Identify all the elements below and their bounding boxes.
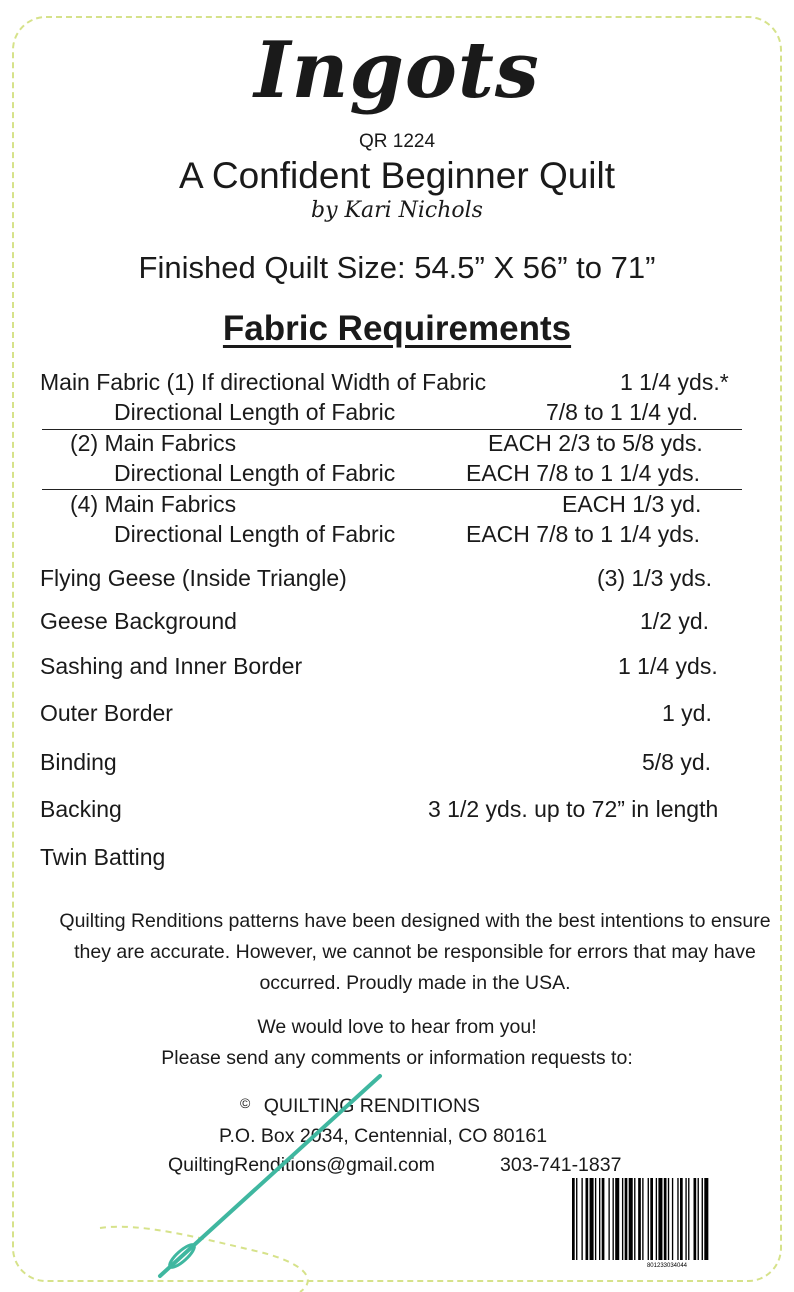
req-amount: 7/8 to 1 1/4 yd. — [546, 399, 699, 425]
req-label: Flying Geese (Inside Triangle) — [40, 565, 347, 591]
barcode-bar — [586, 1178, 589, 1260]
req-amount: EACH 7/8 to 1 1/4 yds. — [466, 460, 700, 486]
company-name: QUILTING RENDITIONS — [263, 1095, 481, 1117]
email-address[interactable]: QuiltingRenditions@gmail.com — [168, 1154, 435, 1176]
req-label: Sashing and Inner Border — [40, 653, 303, 679]
barcode-number: 801233034044 — [646, 1263, 688, 1268]
barcode-bar — [677, 1178, 678, 1260]
barcode-bar — [672, 1178, 673, 1260]
barcode-bar — [595, 1178, 596, 1260]
req-label: Backing — [40, 796, 122, 822]
barcode-bar — [625, 1178, 628, 1260]
barcode-bar — [658, 1178, 662, 1260]
barcode-bar — [613, 1178, 614, 1260]
req-label: (2) Main Fabrics — [70, 430, 237, 456]
barcode-bar — [704, 1178, 708, 1260]
barcode-bar — [599, 1178, 600, 1260]
req-amount: EACH 7/8 to 1 1/4 yds. — [466, 521, 700, 547]
req-label: (4) Main Fabrics — [70, 491, 237, 517]
pattern-subtitle: A Confident Beginner Quilt — [178, 155, 616, 196]
barcode-bar — [638, 1178, 641, 1260]
barcode-bar — [680, 1178, 683, 1260]
finished-size: Finished Quilt Size: 54.5” X 56” to 71” — [138, 250, 656, 285]
barcode — [568, 1176, 766, 1268]
req-label: Geese Background — [40, 608, 237, 634]
barcode-bar — [581, 1178, 582, 1260]
barcode-bar — [664, 1178, 667, 1260]
barcode-bar — [629, 1178, 633, 1260]
req-label: Outer Border — [40, 700, 173, 726]
req-amount: EACH 1/3 yd. — [562, 491, 702, 517]
req-label: Twin Batting — [40, 844, 166, 870]
barcode-bar — [694, 1178, 697, 1260]
disclaimer-text: Quilting Renditions patterns have been designed with the best intentions to ensure they are accurate. However, we cannot be responsible for errors that may have occurred. Proudly made in the USA. — [59, 910, 771, 994]
barcode-bar — [634, 1178, 635, 1260]
barcode-bar — [688, 1178, 689, 1260]
contact-invite: We would love to hear from you! — [257, 1016, 537, 1038]
barcode-bar — [650, 1178, 653, 1260]
copyright-icon: © — [240, 1095, 251, 1111]
barcode-bar — [622, 1178, 623, 1260]
barcode-bar — [648, 1178, 649, 1260]
req-label: Directional Length of Fabric — [114, 460, 396, 486]
author-signature: by Kari Nichols — [311, 198, 483, 223]
barcode-bar — [608, 1178, 609, 1260]
barcode-bar — [656, 1178, 657, 1260]
barcode-bar — [576, 1178, 577, 1260]
barcode-bar — [642, 1178, 643, 1260]
req-label: Binding — [40, 749, 117, 775]
req-amount: EACH 2/3 to 5/8 yds. — [488, 430, 703, 456]
barcode-bar — [702, 1178, 703, 1260]
req-amount: 1 yd. — [662, 700, 712, 726]
barcode-bar — [668, 1178, 669, 1260]
req-label: Directional Length of Fabric — [114, 521, 396, 547]
req-amount: (3) 1/3 yds. — [597, 565, 713, 591]
req-amount: 1 1/4 yds.* — [620, 369, 729, 395]
contact-request: Please send any comments or information requests to: — [161, 1047, 633, 1069]
pattern-code: QR 1224 — [358, 131, 436, 152]
phone-number: 303-741-1837 — [500, 1154, 622, 1176]
mailing-address: P.O. Box 2034, Centennial, CO 80161 — [219, 1125, 548, 1147]
req-amount: 1 1/4 yds. — [618, 653, 718, 679]
req-amount: 1/2 yd. — [640, 608, 710, 634]
req-amount: 5/8 yd. — [642, 749, 712, 775]
barcode-bar — [685, 1178, 686, 1260]
req-label: Main Fabric (1) If directional Width of Fabric — [40, 369, 487, 395]
req-label: Directional Length of Fabric — [114, 399, 396, 425]
barcode-bar — [602, 1178, 605, 1260]
barcode-bar — [572, 1178, 575, 1260]
req-amount: 3 1/2 yds. up to 72” in length — [428, 796, 719, 822]
pattern-title: Ingots — [254, 25, 540, 116]
barcode-bar — [590, 1178, 594, 1260]
barcode-bar — [615, 1178, 619, 1260]
barcode-bar — [698, 1178, 699, 1260]
fabric-requirements-heading: Fabric Requirements — [222, 309, 572, 348]
